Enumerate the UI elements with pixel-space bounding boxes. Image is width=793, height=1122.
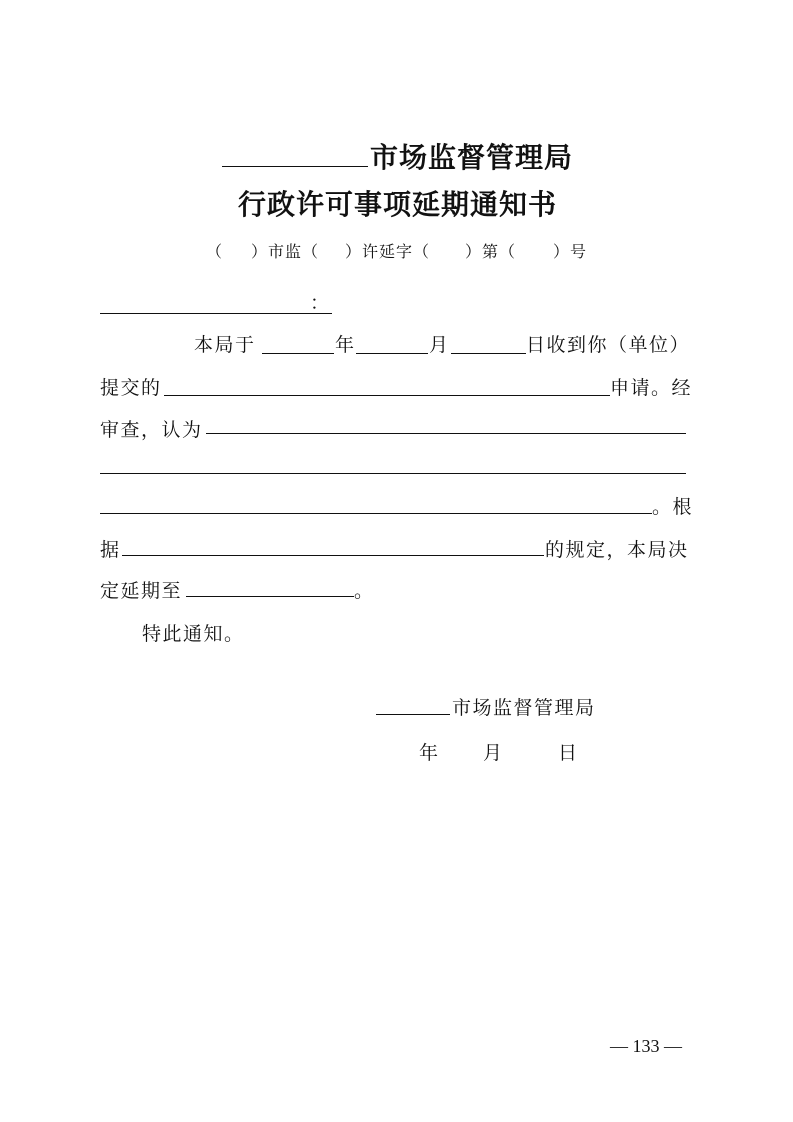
review-opinion-blank-2[interactable] [100,473,686,474]
signature-org-blank[interactable] [376,714,450,715]
review-opinion-blank-3[interactable] [100,513,652,514]
body-line1-benjuyu: 本局于 [194,334,256,356]
received-month-blank[interactable] [356,353,428,354]
body-line2-start: 提交的 [100,377,162,399]
doc-number-open-1: （ [206,242,224,261]
page-title: 行政许可事项延期通知书 [238,188,558,221]
body-line7-end: 。 [354,580,375,602]
page-number: — 133 — [610,1036,682,1056]
title-line1-suffix: 市场监督管理局 [370,141,574,174]
body-line7-start: 定延期至 [100,580,183,602]
doc-number-shijian: ）市监（ [251,242,320,261]
body-line1-rest: 日收到你（单位） [526,334,691,356]
legal-basis-blank[interactable] [122,555,544,556]
body-line1-month: 月 [429,334,450,356]
signature-day: 日 [558,742,579,764]
application-blank[interactable] [164,395,610,396]
signature-year: 年 [419,742,440,764]
doc-number-di: ）第（ [465,242,517,261]
addressee-blank[interactable] [100,313,332,314]
received-day-blank[interactable] [451,353,526,354]
doc-number-xuyanzi: ）许延字（ [345,242,431,261]
body-line2-end: 申请。经 [610,377,693,399]
body-line6-end: 的规定，本局决 [545,539,689,561]
signature-org: 市场监督管理局 [452,697,596,719]
doc-number-hao: ）号 [553,242,588,261]
body-line5-end: 。根 [652,496,694,518]
extension-date-blank[interactable] [186,596,354,597]
signature-month: 月 [483,742,504,764]
title-org-blank[interactable] [222,166,368,167]
addressee-colon: ： [310,292,331,314]
body-line6-start: 据 [100,539,121,561]
body-line1-year: 年 [335,334,356,356]
review-opinion-blank-1[interactable] [206,433,686,434]
closing-phrase: 特此通知。 [142,623,245,645]
received-year-blank[interactable] [262,353,334,354]
body-line3-start: 审查，认为 [100,419,203,441]
